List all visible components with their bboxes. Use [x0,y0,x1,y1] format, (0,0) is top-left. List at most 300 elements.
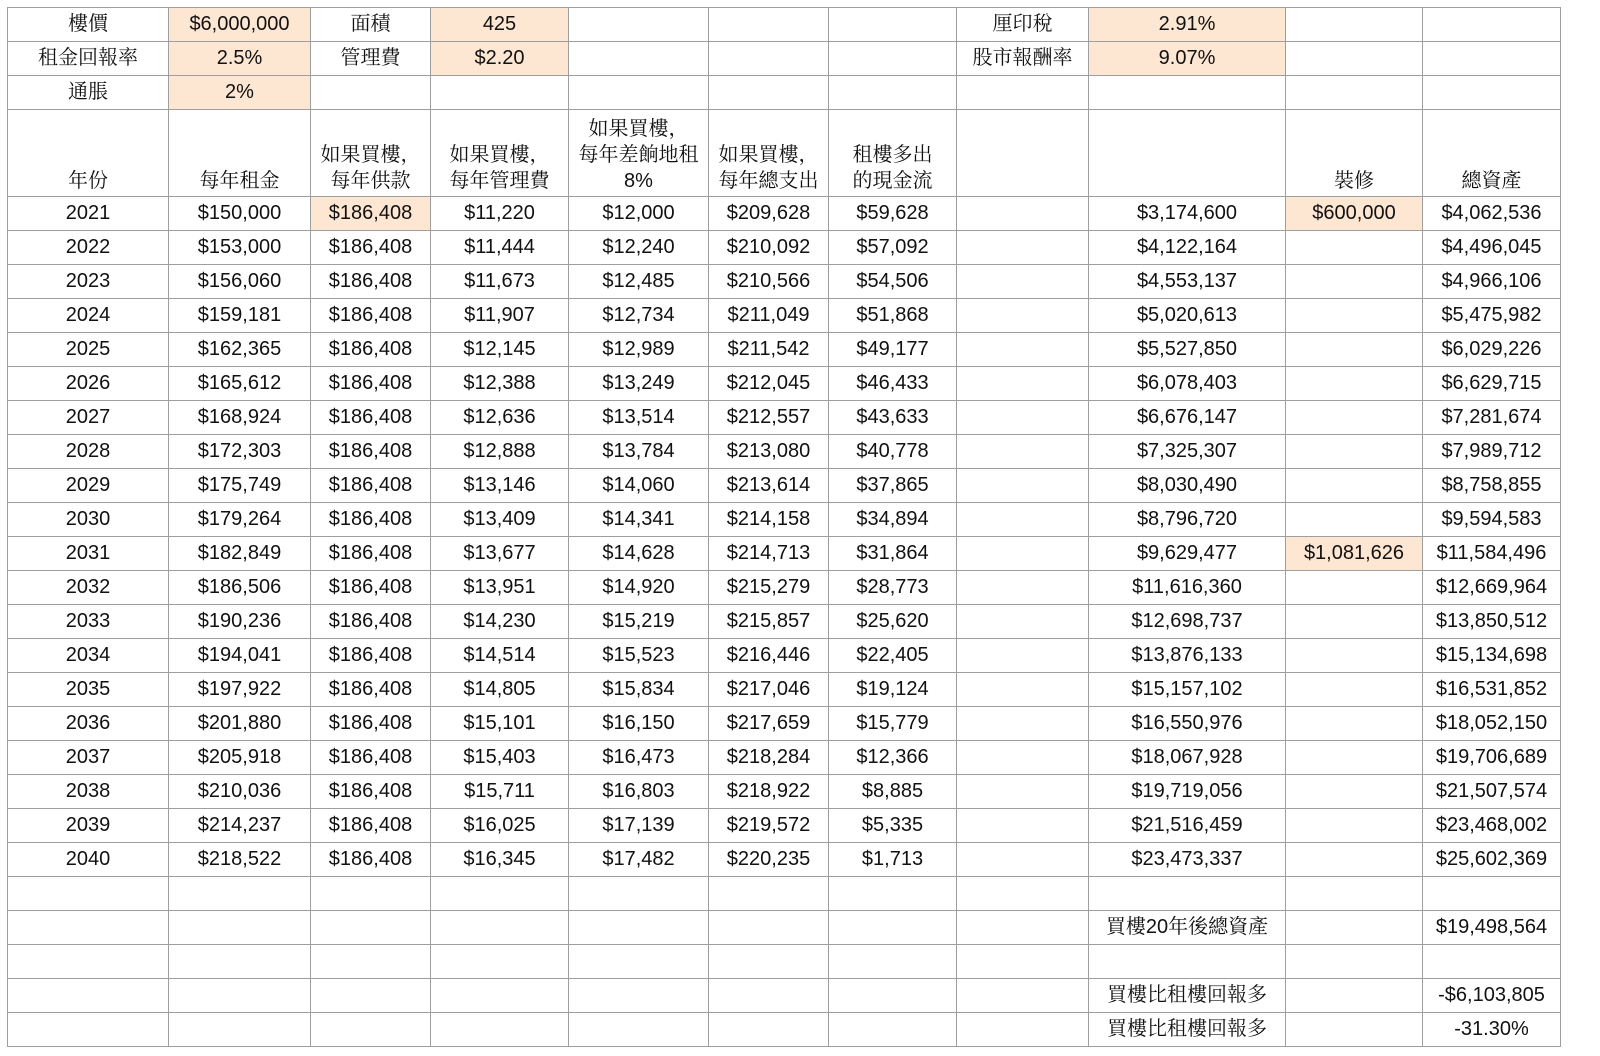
cell-total-expense[interactable]: $218,284 [709,741,829,775]
empty-cell[interactable] [709,8,829,42]
empty-cell[interactable] [8,945,169,979]
cell-renovation[interactable] [1286,503,1423,537]
cell-renovation[interactable] [1286,639,1423,673]
cell-renovation[interactable] [1286,843,1423,877]
cell-year[interactable]: 2022 [8,231,169,265]
empty-cell[interactable] [1286,42,1423,76]
cell-rates[interactable]: $16,473 [569,741,709,775]
empty-cell[interactable] [1089,110,1286,197]
empty-cell[interactable] [169,1013,311,1047]
cell-rent[interactable]: $156,060 [169,265,311,299]
cell-investment-value[interactable]: $6,676,147 [1089,401,1286,435]
cell-mgmt-fee[interactable]: $11,673 [431,265,569,299]
empty-cell[interactable] [8,1013,169,1047]
empty-cell[interactable] [1286,911,1423,945]
cell-extra-cashflow[interactable]: $54,506 [829,265,957,299]
cell-total-expense[interactable]: $214,713 [709,537,829,571]
cell-total-expense[interactable]: $219,572 [709,809,829,843]
cell-investment-value[interactable]: $11,616,360 [1089,571,1286,605]
cell-renovation[interactable] [1286,367,1423,401]
cell-rates[interactable]: $15,523 [569,639,709,673]
cell-rates[interactable]: $17,482 [569,843,709,877]
cell-mortgage[interactable]: $186,408 [311,537,431,571]
empty-cell[interactable] [957,537,1089,571]
cell-renovation[interactable] [1286,299,1423,333]
cell-total-expense[interactable]: $213,080 [709,435,829,469]
cell-mortgage[interactable]: $186,408 [311,775,431,809]
empty-cell[interactable] [957,1013,1089,1047]
header-total-assets[interactable]: 總資產 [1423,110,1561,197]
cell-rates[interactable]: $14,060 [569,469,709,503]
empty-cell[interactable] [829,1013,957,1047]
empty-cell[interactable] [169,877,311,911]
cell-investment-value[interactable]: $5,527,850 [1089,333,1286,367]
cell-renovation[interactable] [1286,809,1423,843]
cell-extra-cashflow[interactable]: $57,092 [829,231,957,265]
cell-mortgage[interactable]: $186,408 [311,571,431,605]
cell-mortgage[interactable]: $186,408 [311,605,431,639]
cell-total-expense[interactable]: $212,557 [709,401,829,435]
empty-cell[interactable] [957,877,1089,911]
cell-year[interactable]: 2035 [8,673,169,707]
cell-total-assets[interactable]: $15,134,698 [1423,639,1561,673]
empty-cell[interactable] [1423,8,1561,42]
cell-mgmt-fee[interactable]: $13,146 [431,469,569,503]
empty-cell[interactable] [829,911,957,945]
empty-cell[interactable] [1423,945,1561,979]
cell-mortgage[interactable]: $186,408 [311,639,431,673]
cell-mgmt-fee[interactable]: $12,388 [431,367,569,401]
cell-rent[interactable]: $175,749 [169,469,311,503]
empty-cell[interactable] [709,979,829,1013]
cell-rent[interactable]: $172,303 [169,435,311,469]
cell-extra-cashflow[interactable]: $40,778 [829,435,957,469]
cell-investment-value[interactable]: $19,719,056 [1089,775,1286,809]
cell-total-expense[interactable]: $210,092 [709,231,829,265]
empty-cell[interactable] [709,945,829,979]
cell-mgmt-fee[interactable]: $11,907 [431,299,569,333]
cell-renovation[interactable] [1286,469,1423,503]
cell-investment-value[interactable]: $18,067,928 [1089,741,1286,775]
empty-cell[interactable] [1286,877,1423,911]
cell-rent[interactable]: $197,922 [169,673,311,707]
summary-buy-assets-value[interactable]: $19,498,564 [1423,911,1561,945]
cell-total-assets[interactable]: $6,629,715 [1423,367,1561,401]
cell-renovation[interactable] [1286,401,1423,435]
cell-mgmt-fee[interactable]: $11,444 [431,231,569,265]
empty-cell[interactable] [957,401,1089,435]
empty-cell[interactable] [311,877,431,911]
cell-rent[interactable]: $201,880 [169,707,311,741]
cell-extra-cashflow[interactable]: $19,124 [829,673,957,707]
cell-total-assets[interactable]: $7,281,674 [1423,401,1561,435]
empty-cell[interactable] [1286,8,1423,42]
cell-rent[interactable]: $218,522 [169,843,311,877]
empty-cell[interactable] [957,979,1089,1013]
empty-cell[interactable] [957,775,1089,809]
cell-price-label[interactable]: 樓價 [8,8,169,42]
cell-rent[interactable]: $159,181 [169,299,311,333]
cell-mgmt-fee[interactable]: $14,230 [431,605,569,639]
cell-renovation[interactable] [1286,265,1423,299]
cell-total-expense[interactable]: $217,046 [709,673,829,707]
empty-cell[interactable] [957,299,1089,333]
empty-cell[interactable] [957,435,1089,469]
empty-cell[interactable] [569,42,709,76]
cell-year[interactable]: 2032 [8,571,169,605]
cell-rent[interactable]: $165,612 [169,367,311,401]
empty-cell[interactable] [1423,76,1561,110]
empty-cell[interactable] [311,945,431,979]
cell-year[interactable]: 2040 [8,843,169,877]
cell-renovation[interactable] [1286,673,1423,707]
cell-total-expense[interactable]: $216,446 [709,639,829,673]
cell-rates[interactable]: $12,989 [569,333,709,367]
cell-total-assets[interactable]: $7,989,712 [1423,435,1561,469]
cell-total-assets[interactable]: $11,584,496 [1423,537,1561,571]
empty-cell[interactable] [829,877,957,911]
empty-cell[interactable] [311,76,431,110]
cell-year[interactable]: 2024 [8,299,169,333]
empty-cell[interactable] [709,911,829,945]
cell-mgmt-fee[interactable]: $16,025 [431,809,569,843]
empty-cell[interactable] [169,945,311,979]
empty-cell[interactable] [1423,42,1561,76]
cell-rates[interactable]: $17,139 [569,809,709,843]
cell-investment-value[interactable]: $6,078,403 [1089,367,1286,401]
cell-total-expense[interactable]: $211,049 [709,299,829,333]
cell-rent[interactable]: $179,264 [169,503,311,537]
summary-diff-pct-value[interactable]: -31.30% [1423,1013,1561,1047]
empty-cell[interactable] [957,571,1089,605]
cell-investment-value[interactable]: $4,122,164 [1089,231,1286,265]
empty-cell[interactable] [8,911,169,945]
cell-yield-label[interactable]: 租金回報率 [8,42,169,76]
cell-year[interactable]: 2026 [8,367,169,401]
empty-cell[interactable] [431,911,569,945]
empty-cell[interactable] [957,673,1089,707]
cell-extra-cashflow[interactable]: $43,633 [829,401,957,435]
cell-year[interactable]: 2021 [8,197,169,231]
cell-rates[interactable]: $16,150 [569,707,709,741]
cell-price-value[interactable]: $6,000,000 [169,8,311,42]
cell-total-assets[interactable]: $12,669,964 [1423,571,1561,605]
cell-rent[interactable]: $205,918 [169,741,311,775]
cell-mortgage[interactable]: $186,408 [311,265,431,299]
cell-rates[interactable]: $15,219 [569,605,709,639]
cell-mortgage[interactable]: $186,408 [311,673,431,707]
cell-total-assets[interactable]: $25,602,369 [1423,843,1561,877]
cell-investment-value[interactable]: $4,553,137 [1089,265,1286,299]
cell-rates[interactable]: $13,249 [569,367,709,401]
cell-mortgage[interactable]: $186,408 [311,299,431,333]
header-extra-cashflow[interactable] [829,110,957,197]
cell-rates[interactable]: $12,240 [569,231,709,265]
empty-cell[interactable] [829,42,957,76]
cell-mgmt-fee[interactable]: $12,145 [431,333,569,367]
cell-investment-value[interactable]: $13,876,133 [1089,639,1286,673]
cell-total-expense[interactable]: $217,659 [709,707,829,741]
cell-extra-cashflow[interactable]: $5,335 [829,809,957,843]
header-renovation[interactable]: 裝修 [1286,110,1423,197]
empty-cell[interactable] [957,197,1089,231]
cell-rent[interactable]: $214,237 [169,809,311,843]
empty-cell[interactable] [311,911,431,945]
cell-year[interactable]: 2023 [8,265,169,299]
cell-extra-cashflow[interactable]: $12,366 [829,741,957,775]
cell-renovation[interactable] [1286,605,1423,639]
cell-investment-value[interactable]: $8,796,720 [1089,503,1286,537]
cell-total-assets[interactable]: $4,062,536 [1423,197,1561,231]
header-mortgage[interactable] [311,110,431,197]
cell-mortgage[interactable]: $186,408 [311,367,431,401]
empty-cell[interactable] [709,42,829,76]
cell-mgmt-fee[interactable]: $14,805 [431,673,569,707]
empty-cell[interactable] [957,231,1089,265]
cell-total-assets[interactable]: $18,052,150 [1423,707,1561,741]
summary-buy-assets-label[interactable]: 買樓20年後總資產 [1089,911,1286,945]
cell-mgmt-fee[interactable]: $15,403 [431,741,569,775]
cell-mortgage[interactable]: $186,408 [311,741,431,775]
cell-year[interactable]: 2029 [8,469,169,503]
cell-investment-value[interactable]: $7,325,307 [1089,435,1286,469]
cell-rates[interactable]: $15,834 [569,673,709,707]
cell-investment-value[interactable]: $23,473,337 [1089,843,1286,877]
cell-year[interactable]: 2025 [8,333,169,367]
empty-cell[interactable] [709,1013,829,1047]
cell-mortgage[interactable]: $186,408 [311,333,431,367]
cell-rent[interactable]: $186,506 [169,571,311,605]
cell-renovation[interactable] [1286,775,1423,809]
cell-total-assets[interactable]: $23,468,002 [1423,809,1561,843]
cell-rent[interactable]: $150,000 [169,197,311,231]
cell-investment-value[interactable]: $3,174,600 [1089,197,1286,231]
empty-cell[interactable] [1286,945,1423,979]
cell-mgmt-label[interactable]: 管理費 [311,42,431,76]
cell-investment-value[interactable]: $5,020,613 [1089,299,1286,333]
cell-total-expense[interactable]: $210,566 [709,265,829,299]
cell-extra-cashflow[interactable]: $34,894 [829,503,957,537]
cell-mortgage[interactable]: $186,408 [311,435,431,469]
cell-investment-value[interactable]: $15,157,102 [1089,673,1286,707]
cell-year[interactable]: 2033 [8,605,169,639]
empty-cell[interactable] [829,979,957,1013]
cell-total-assets[interactable]: $4,496,045 [1423,231,1561,265]
cell-extra-cashflow[interactable]: $51,868 [829,299,957,333]
cell-rent[interactable]: $190,236 [169,605,311,639]
empty-cell[interactable] [569,8,709,42]
empty-cell[interactable] [8,877,169,911]
empty-cell[interactable] [569,877,709,911]
cell-rates[interactable]: $13,784 [569,435,709,469]
empty-cell[interactable] [169,911,311,945]
cell-rent[interactable]: $182,849 [169,537,311,571]
cell-total-assets[interactable]: $5,475,982 [1423,299,1561,333]
empty-cell[interactable] [311,979,431,1013]
header-total-expense[interactable] [709,110,829,197]
empty-cell[interactable] [1089,945,1286,979]
cell-total-expense[interactable]: $209,628 [709,197,829,231]
empty-cell[interactable] [957,707,1089,741]
cell-year[interactable]: 2038 [8,775,169,809]
empty-cell[interactable] [1286,979,1423,1013]
cell-year[interactable]: 2030 [8,503,169,537]
empty-cell[interactable] [957,469,1089,503]
cell-investment-value[interactable]: $16,550,976 [1089,707,1286,741]
cell-extra-cashflow[interactable]: $15,779 [829,707,957,741]
cell-mgmt-fee[interactable]: $12,888 [431,435,569,469]
cell-extra-cashflow[interactable]: $37,865 [829,469,957,503]
cell-year[interactable]: 2037 [8,741,169,775]
cell-total-assets[interactable]: $8,758,855 [1423,469,1561,503]
cell-total-expense[interactable]: $220,235 [709,843,829,877]
cell-year[interactable]: 2034 [8,639,169,673]
cell-renovation[interactable] [1286,571,1423,605]
cell-renovation[interactable] [1286,231,1423,265]
cell-extra-cashflow[interactable]: $8,885 [829,775,957,809]
header-rent[interactable]: 每年租金 [169,110,311,197]
cell-rates[interactable]: $14,628 [569,537,709,571]
cell-rates[interactable]: $14,341 [569,503,709,537]
empty-cell[interactable] [957,333,1089,367]
empty-cell[interactable] [829,76,957,110]
empty-cell[interactable] [431,76,569,110]
cell-total-assets[interactable]: $13,850,512 [1423,605,1561,639]
cell-stock-label[interactable]: 股市報酬率 [957,42,1089,76]
empty-cell[interactable] [431,1013,569,1047]
empty-cell[interactable] [1423,877,1561,911]
cell-renovation[interactable]: $600,000 [1286,197,1423,231]
cell-rent[interactable]: $153,000 [169,231,311,265]
cell-investment-value[interactable]: $21,516,459 [1089,809,1286,843]
empty-cell[interactable] [957,639,1089,673]
cell-extra-cashflow[interactable]: $49,177 [829,333,957,367]
cell-area-label[interactable]: 面積 [311,8,431,42]
cell-stock-value[interactable]: 9.07% [1089,42,1286,76]
cell-rates[interactable]: $14,920 [569,571,709,605]
summary-diff-value[interactable]: -$6,103,805 [1423,979,1561,1013]
cell-mgmt-fee[interactable]: $14,514 [431,639,569,673]
cell-total-assets[interactable]: $21,507,574 [1423,775,1561,809]
empty-cell[interactable] [957,265,1089,299]
cell-mgmt-fee[interactable]: $11,220 [431,197,569,231]
empty-cell[interactable] [311,1013,431,1047]
cell-stamp-value[interactable]: 2.91% [1089,8,1286,42]
cell-extra-cashflow[interactable]: $59,628 [829,197,957,231]
cell-extra-cashflow[interactable]: $22,405 [829,639,957,673]
empty-cell[interactable] [569,945,709,979]
summary-diff-label[interactable]: 買樓比租樓回報多 [1089,979,1286,1013]
cell-extra-cashflow[interactable]: $31,864 [829,537,957,571]
cell-mortgage[interactable]: $186,408 [311,197,431,231]
cell-yield-value[interactable]: 2.5% [169,42,311,76]
header-year[interactable]: 年份 [8,110,169,197]
empty-cell[interactable] [957,503,1089,537]
empty-cell[interactable] [957,741,1089,775]
cell-rates[interactable]: $13,514 [569,401,709,435]
cell-rates[interactable]: $12,000 [569,197,709,231]
cell-mgmt-fee[interactable]: $13,677 [431,537,569,571]
empty-cell[interactable] [957,367,1089,401]
cell-rates[interactable]: $12,734 [569,299,709,333]
cell-area-value[interactable]: 425 [431,8,569,42]
cell-rates[interactable]: $16,803 [569,775,709,809]
cell-mortgage[interactable]: $186,408 [311,469,431,503]
cell-total-expense[interactable]: $215,857 [709,605,829,639]
empty-cell[interactable] [569,979,709,1013]
cell-investment-value[interactable]: $9,629,477 [1089,537,1286,571]
cell-total-expense[interactable]: $211,542 [709,333,829,367]
cell-mgmt-fee[interactable]: $12,636 [431,401,569,435]
header-rates[interactable] [569,110,709,197]
cell-extra-cashflow[interactable]: $1,713 [829,843,957,877]
empty-cell[interactable] [709,877,829,911]
empty-cell[interactable] [1089,877,1286,911]
cell-rates[interactable]: $12,485 [569,265,709,299]
cell-mortgage[interactable]: $186,408 [311,231,431,265]
cell-mortgage[interactable]: $186,408 [311,503,431,537]
cell-total-expense[interactable]: $213,614 [709,469,829,503]
cell-inflation-label[interactable]: 通脹 [8,76,169,110]
cell-extra-cashflow[interactable]: $25,620 [829,605,957,639]
cell-mgmt-value[interactable]: $2.20 [431,42,569,76]
cell-total-assets[interactable]: $16,531,852 [1423,673,1561,707]
cell-total-assets[interactable]: $9,594,583 [1423,503,1561,537]
cell-extra-cashflow[interactable]: $46,433 [829,367,957,401]
header-mgmt-fee[interactable] [431,110,569,197]
cell-total-expense[interactable]: $218,922 [709,775,829,809]
empty-cell[interactable] [1089,76,1286,110]
cell-year[interactable]: 2027 [8,401,169,435]
cell-total-expense[interactable]: $214,158 [709,503,829,537]
cell-renovation[interactable] [1286,707,1423,741]
empty-cell[interactable] [829,8,957,42]
empty-cell[interactable] [957,945,1089,979]
empty-cell[interactable] [431,979,569,1013]
cell-mgmt-fee[interactable]: $15,101 [431,707,569,741]
cell-total-assets[interactable]: $19,706,689 [1423,741,1561,775]
cell-renovation[interactable] [1286,333,1423,367]
cell-inflation-value[interactable]: 2% [169,76,311,110]
cell-investment-value[interactable]: $8,030,490 [1089,469,1286,503]
empty-cell[interactable] [431,877,569,911]
cell-year[interactable]: 2028 [8,435,169,469]
empty-cell[interactable] [569,76,709,110]
cell-year[interactable]: 2031 [8,537,169,571]
empty-cell[interactable] [957,843,1089,877]
cell-stamp-label[interactable]: 厘印稅 [957,8,1089,42]
cell-renovation[interactable] [1286,741,1423,775]
cell-renovation[interactable] [1286,435,1423,469]
empty-cell[interactable] [957,911,1089,945]
cell-rent[interactable]: $168,924 [169,401,311,435]
empty-cell[interactable] [1286,76,1423,110]
empty-cell[interactable] [431,945,569,979]
empty-cell[interactable] [169,979,311,1013]
cell-mgmt-fee[interactable]: $15,711 [431,775,569,809]
cell-total-assets[interactable]: $4,966,106 [1423,265,1561,299]
cell-year[interactable]: 2039 [8,809,169,843]
cell-total-assets[interactable]: $6,029,226 [1423,333,1561,367]
empty-cell[interactable] [957,76,1089,110]
cell-mortgage[interactable]: $186,408 [311,809,431,843]
cell-mortgage[interactable]: $186,408 [311,843,431,877]
cell-rent[interactable]: $162,365 [169,333,311,367]
cell-mgmt-fee[interactable]: $13,409 [431,503,569,537]
cell-year[interactable]: 2036 [8,707,169,741]
empty-cell[interactable] [957,110,1089,197]
cell-mgmt-fee[interactable]: $13,951 [431,571,569,605]
